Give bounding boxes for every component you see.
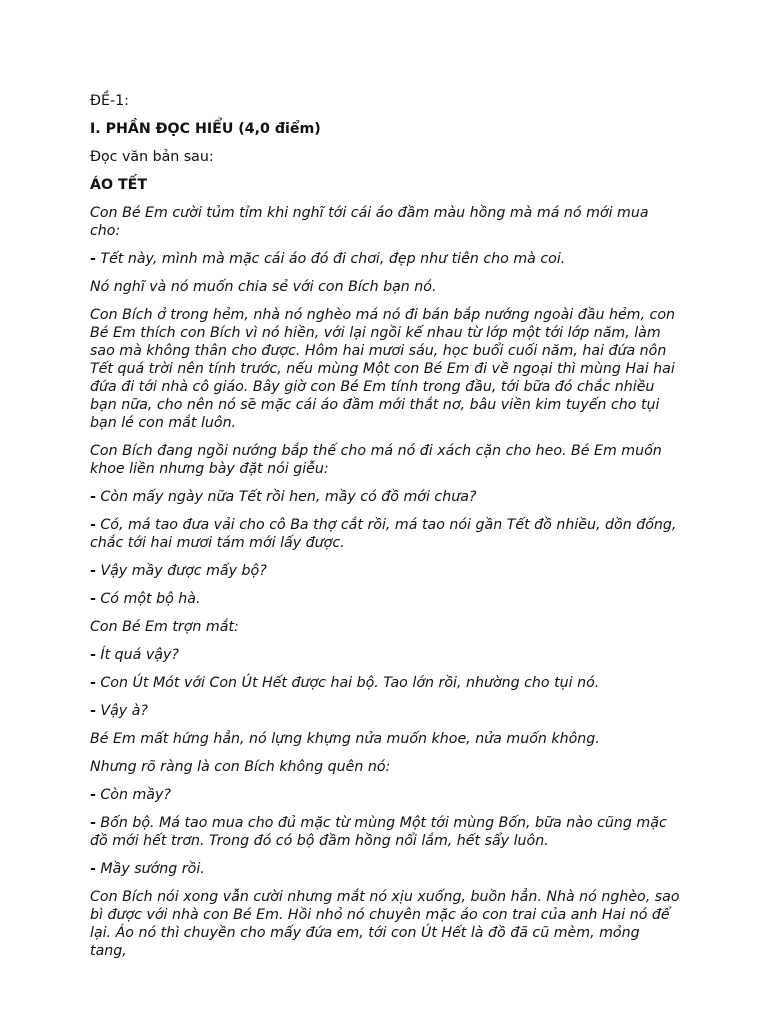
paragraph: Con Bích nói xong vẫn cười nhưng mắt nó xịu xuống, buồn hẳn. Nhà nó nghèo, sao bì được với nhà con Bé Em. Hồi nhỏ nó chuyên mặc áo con trai của anh Hai nó để lại. Áo nó thì chuyền cho mấy đứa em, tới con Út Hết là đồ đã cũ mèm, mỏng tang, bbox=[90, 889, 680, 959]
dialogue-line bbox=[90, 488, 680, 506]
dialogue-dash: - bbox=[90, 251, 96, 267]
dialogue-dash: - bbox=[90, 787, 96, 803]
document-page bbox=[90, 92, 680, 970]
paragraph: Con Bé Em trợn mắt: bbox=[90, 619, 239, 635]
dialogue-dash: - bbox=[90, 563, 96, 579]
dialogue-line bbox=[90, 646, 680, 664]
paragraph: Con Bích ở trong hẻm, nhà nó nghèo má nó đi bán bắp nướng ngoài đầu hẻm, con Bé Em thích con Bích vì nó hiền, với lại ngồi kế nhau từ lớp một tới lớp năm, làm sao mà không thân cho được. Hôm hai mươi sáu, học buổi cuối năm, hai đứa nôn Tết quá trời nên tính trước, nếu mùng Một con Bé Em đi về ngoại thì mùng Hai hai đứa đi tới nhà cô giáo. Bây giờ con Bé Em tính trong đầu, tới bữa đó chắc nhiều bạn nữa, cho nên nó sẽ mặc cái áo đầm mới thắt nơ, bâu viền kim tuyến cho tụi bạn lé con mắt luôn. bbox=[90, 307, 675, 431]
dialogue-text: Vậy à? bbox=[95, 703, 148, 719]
paragraph: Nó nghĩ và nó muốn chia sẻ với con Bích bạn nó. bbox=[90, 279, 437, 295]
dialogue-dash: - bbox=[90, 591, 96, 607]
dialogue-text: Ít quá vậy? bbox=[95, 647, 179, 663]
dialogue-dash: - bbox=[90, 703, 96, 719]
dialogue-line bbox=[90, 860, 680, 878]
paragraph: Nhưng rõ ràng là con Bích không quên nó: bbox=[90, 759, 391, 775]
dialogue-text: Tết này, mình mà mặc cái áo đó đi chơi, đẹp như tiên cho mà coi. bbox=[95, 251, 566, 267]
paragraph: Con Bé Em cười tủm tỉm khi nghĩ tới cái áo đầm màu hồng mà má nó mới mua cho: bbox=[90, 205, 649, 239]
dialogue-text: Mầy sướng rồi. bbox=[95, 861, 205, 877]
instruction-text: Đọc văn bản sau: bbox=[90, 149, 214, 165]
dialogue-line bbox=[90, 814, 680, 850]
story-title: ÁO TẾT bbox=[90, 177, 148, 193]
dialogue-text: Con Út Mót với Con Út Hết được hai bộ. Tao lớn rồi, nhường cho tụi nó. bbox=[95, 675, 600, 691]
exam-code: ĐỀ-1: bbox=[90, 93, 129, 109]
dialogue-line bbox=[90, 674, 680, 692]
dialogue-line bbox=[90, 516, 680, 552]
dialogue-line bbox=[90, 590, 680, 608]
dialogue-dash: - bbox=[90, 675, 96, 691]
dialogue-text: Có một bộ hà. bbox=[95, 591, 201, 607]
dialogue-line bbox=[90, 786, 680, 804]
dialogue-text: Còn mầy? bbox=[95, 787, 171, 803]
dialogue-line bbox=[90, 250, 680, 268]
paragraph: Bé Em mất hứng hẳn, nó lựng khựng nửa muốn khoe, nửa muốn không. bbox=[90, 731, 600, 747]
dialogue-line bbox=[90, 562, 680, 580]
dialogue-dash: - bbox=[90, 517, 96, 533]
dialogue-dash: - bbox=[90, 647, 96, 663]
dialogue-text: Vậy mầy được mấy bộ? bbox=[95, 563, 267, 579]
dialogue-line bbox=[90, 702, 680, 720]
dialogue-dash: - bbox=[90, 489, 96, 505]
dialogue-dash: - bbox=[90, 861, 96, 877]
section-heading: I. PHẦN ĐỌC HIỂU (4,0 điểm) bbox=[90, 121, 321, 137]
paragraph: Con Bích đang ngồi nướng bắp thế cho má nó đi xách cặn cho heo. Bé Em muốn khoe liền nhưng bày đặt nói giễu: bbox=[90, 443, 662, 477]
dialogue-text: Còn mấy ngày nữa Tết rồi hen, mầy có đồ mới chưa? bbox=[95, 489, 477, 505]
dialogue-dash: - bbox=[90, 815, 96, 831]
dialogue-text: Có, má tao đưa vải cho cô Ba thợ cắt rồi, má tao nói gần Tết đồ nhiều, dồn đống, chắc tới hai mươi tám mới lấy được. bbox=[90, 517, 677, 551]
dialogue-text: Bốn bộ. Má tao mua cho đủ mặc từ mùng Một tới mùng Bốn, bữa nào cũng mặc đồ mới hết trơn. Trong đó có bộ đầm hồng nổi lắm, hết sẩy luôn. bbox=[90, 815, 667, 849]
